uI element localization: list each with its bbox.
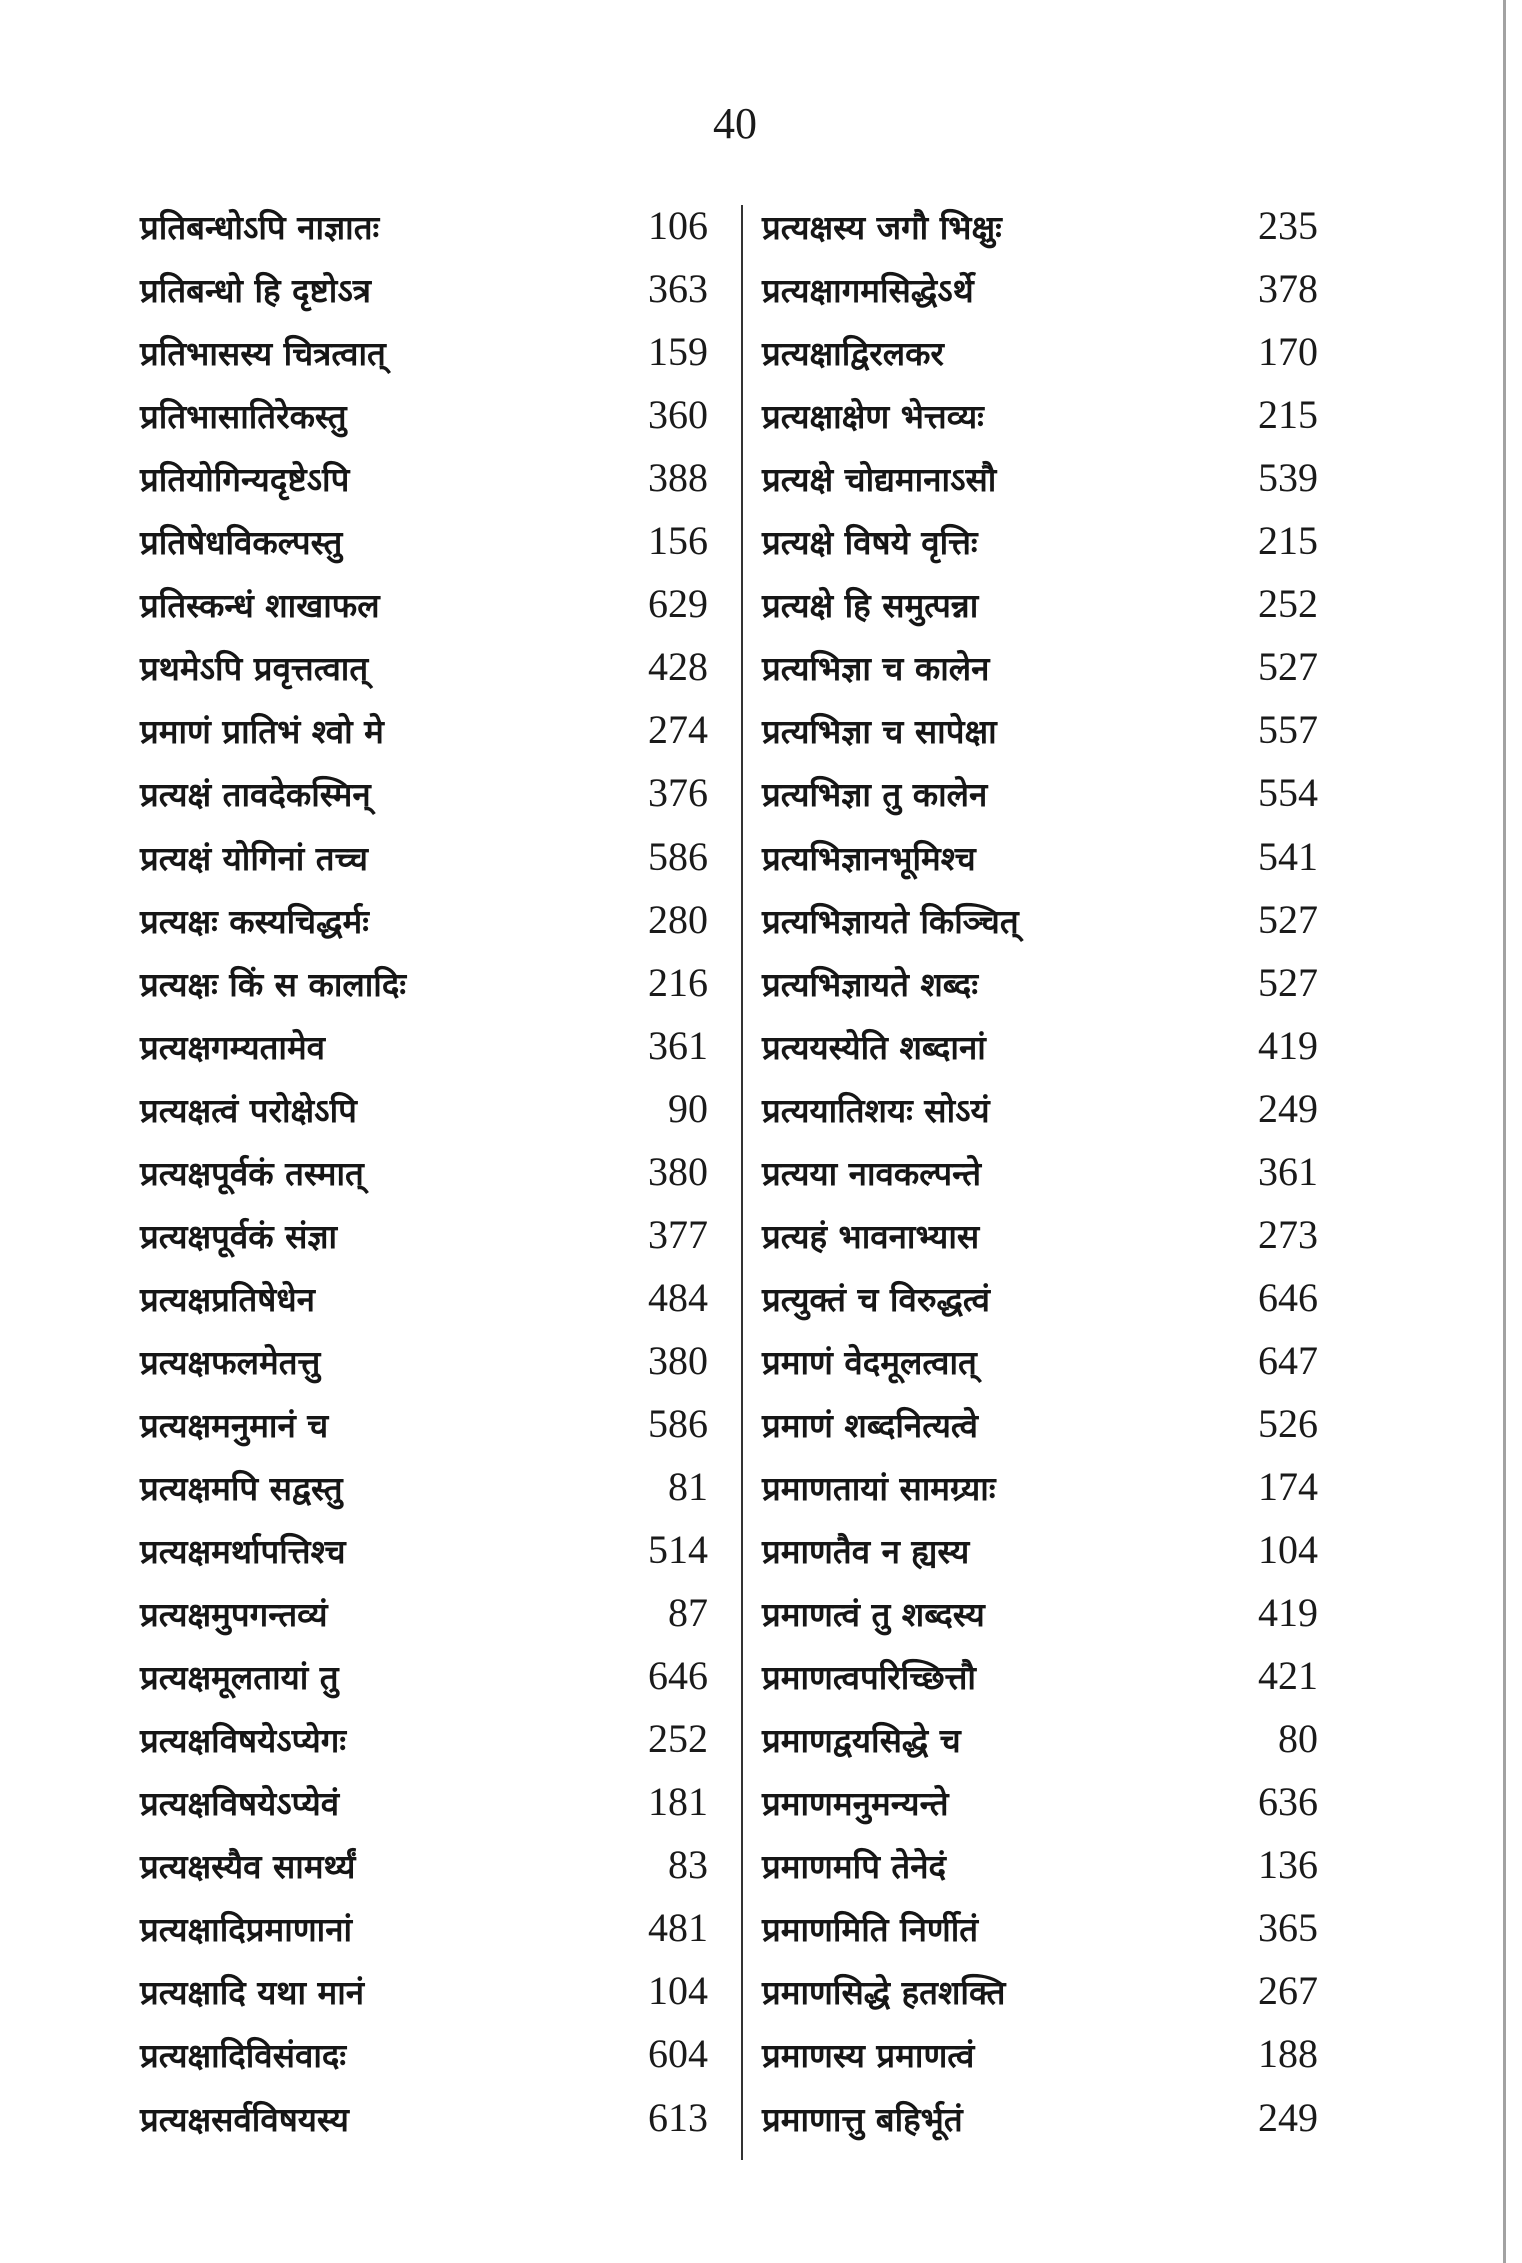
- verse-text: प्रत्यक्षं योगिनां तच्च: [140, 838, 369, 878]
- index-entry: [742, 2088, 1482, 2151]
- verse-text: प्रत्यक्षविषयेऽप्येवं: [140, 1784, 340, 1824]
- verse-text: प्रत्यक्षमपि सद्वस्तु: [140, 1469, 343, 1508]
- verse-number: 81: [668, 1464, 708, 1509]
- verse-number: 104: [648, 1968, 708, 2014]
- index-entry: [742, 385, 1482, 448]
- index-entry: [0, 1898, 730, 1961]
- verse-number: 252: [1258, 581, 1318, 627]
- page-edge-shadow: [1503, 0, 1506, 2263]
- verse-number: 273: [1258, 1211, 1318, 1257]
- verse-number: 527: [1258, 896, 1318, 942]
- index-entry: [0, 1268, 730, 1331]
- index-entry: [742, 637, 1482, 700]
- index-entry: [0, 1646, 730, 1709]
- verse-text: प्रतिबन्धो हि दृष्टोऽत्र: [140, 271, 371, 311]
- verse-text: प्रत्यक्षस्यैव सामर्थ्यं: [140, 1847, 356, 1887]
- verse-number: 80: [1278, 1716, 1318, 1762]
- index-entry: [0, 1457, 730, 1520]
- index-entry: [0, 511, 730, 574]
- verse-number: 280: [648, 896, 708, 942]
- verse-number: 156: [648, 518, 708, 564]
- verse-text: प्रत्यया नावकल्पन्ते: [762, 1153, 982, 1193]
- verse-number: 484: [648, 1274, 708, 1320]
- verse-text: प्रतियोगिन्यदृष्टेऽपि: [140, 460, 350, 500]
- index-entry: [742, 511, 1482, 574]
- index-entry: [0, 1520, 730, 1583]
- verse-text: प्रत्यक्षत्वं परोक्षेऽपि: [140, 1090, 357, 1130]
- index-entry: [742, 700, 1482, 763]
- verse-number: 380: [648, 1148, 708, 1194]
- verse-number: 361: [648, 1022, 708, 1068]
- index-entry: [742, 1457, 1482, 1520]
- verse-text: प्रत्यभिज्ञायते शब्दः: [762, 964, 978, 1004]
- verse-text: प्रत्यक्षागमसिद्धेऽर्थे: [762, 271, 974, 311]
- page-number: 40: [713, 99, 757, 148]
- index-entry: [0, 827, 730, 890]
- index-entry: [0, 700, 730, 763]
- verse-text: प्रत्यभिज्ञा च कालेन: [762, 649, 990, 689]
- verse-number: 249: [1258, 2094, 1318, 2140]
- verse-number: 159: [648, 329, 708, 375]
- verse-number: 365: [1258, 1905, 1318, 1951]
- verse-text: प्रत्यक्षे चोद्यमानाऽसौ: [762, 460, 997, 500]
- verse-text: प्रमाणतैव न ह्यस्य: [762, 1532, 970, 1572]
- verse-text: प्रमाणं प्रातिभं श्वो मे: [140, 712, 384, 752]
- verse-text: प्रत्यक्षाद्विरलकर: [762, 334, 944, 374]
- verse-number: 421: [1258, 1653, 1318, 1699]
- verse-number: 380: [648, 1337, 708, 1383]
- index-entry: [0, 1142, 730, 1205]
- verse-text: प्रमाणद्वयसिद्धे च: [762, 1721, 961, 1761]
- verse-number: 90: [668, 1085, 708, 1131]
- verse-text: प्रत्यक्षमनुमानं च: [140, 1405, 329, 1445]
- verse-number: 377: [648, 1211, 708, 1257]
- index-entry: [0, 196, 730, 259]
- index-entry: [742, 1016, 1482, 1079]
- verse-number: 481: [648, 1905, 708, 1951]
- verse-text: प्रत्यक्षसर्वविषयस्य: [140, 2099, 349, 2139]
- index-entry: [742, 1961, 1482, 2024]
- verse-number: 527: [1258, 644, 1318, 690]
- verse-number: 361: [1258, 1148, 1318, 1194]
- index-entry: [742, 890, 1482, 953]
- verse-text: प्रत्यभिज्ञा च सापेक्षा: [762, 712, 997, 752]
- verse-text: प्रत्यक्षपूर्वकं संज्ञा: [140, 1216, 338, 1256]
- verse-number: 586: [648, 1400, 708, 1446]
- verse-text: प्रमाणस्य प्रमाणत्वं: [762, 2036, 975, 2076]
- index-entry: [0, 1079, 730, 1142]
- verse-text: प्रत्ययातिशयः सोऽयं: [762, 1090, 990, 1130]
- index-entry: [742, 1268, 1482, 1331]
- verse-text: प्रमाणतायां सामग्र्याः: [762, 1469, 996, 1508]
- verse-text: प्रत्यक्षादि यथा मानं: [140, 1973, 365, 2013]
- verse-number: 541: [1258, 833, 1318, 879]
- verse-text: प्रतिषेधविकल्पस्तु: [140, 523, 343, 563]
- index-entry: [742, 1394, 1482, 1457]
- index-entry: [0, 574, 730, 637]
- verse-text: प्रमाणात्तु बहिर्भूतं: [762, 2099, 963, 2139]
- verse-text: प्रतिस्कन्धं शाखाफल: [140, 586, 380, 626]
- verse-number: 586: [648, 833, 708, 879]
- verse-number: 419: [1258, 1022, 1318, 1068]
- index-entry: [0, 1331, 730, 1394]
- index-entry: [0, 259, 730, 322]
- verse-number: 363: [648, 266, 708, 312]
- index-entry: [742, 196, 1482, 259]
- verse-text: प्रत्यक्षमुपगन्तव्यं: [140, 1595, 328, 1635]
- index-entry: [0, 1394, 730, 1457]
- index-entry: [0, 763, 730, 826]
- index-entry: [742, 1079, 1482, 1142]
- verse-number: 215: [1258, 518, 1318, 564]
- verse-number: 646: [1258, 1274, 1318, 1320]
- index-entry: [742, 322, 1482, 385]
- index-entry: [742, 953, 1482, 1016]
- index-entry: [742, 1835, 1482, 1898]
- index-entry: [0, 2088, 730, 2151]
- verse-number: 174: [1258, 1464, 1318, 1509]
- verse-number: 106: [648, 203, 708, 248]
- verse-number: 428: [648, 644, 708, 690]
- index-entry: [742, 1142, 1482, 1205]
- index-entry: [0, 1961, 730, 2024]
- index-entry: [742, 1772, 1482, 1835]
- verse-text: प्रत्यक्षे हि समुत्पन्ना: [762, 586, 979, 626]
- index-entry: [742, 1898, 1482, 1961]
- index-entry: [742, 763, 1482, 826]
- verse-number: 274: [648, 707, 708, 753]
- verse-text: प्रतिभासस्य चित्रत्वात्: [140, 334, 386, 374]
- index-entry: [742, 448, 1482, 511]
- index-entry: [0, 1709, 730, 1772]
- index-entry: [742, 1583, 1482, 1646]
- index-entry: [742, 259, 1482, 322]
- verse-number: 188: [1258, 2031, 1318, 2077]
- verse-number: 554: [1258, 770, 1318, 816]
- verse-text: प्रत्यक्षपूर्वकं तस्मात्: [140, 1153, 364, 1193]
- index-entry: [0, 890, 730, 953]
- verse-text: प्रत्यक्षगम्यतामेव: [140, 1027, 326, 1067]
- index-entry: [0, 953, 730, 1016]
- verse-number: 216: [648, 959, 708, 1005]
- index-entry: [0, 1835, 730, 1898]
- index-entry: [0, 448, 730, 511]
- index-entry: [0, 1205, 730, 1268]
- verse-number: 181: [648, 1779, 708, 1825]
- index-entry: [0, 1772, 730, 1835]
- index-entry: [0, 2024, 730, 2087]
- verse-number: 104: [1258, 1527, 1318, 1573]
- verse-text: प्रत्यक्षस्य जगौ भिक्षुः: [762, 208, 1002, 247]
- verse-text: प्रथमेऽपि प्रवृत्तत्वात्: [140, 649, 369, 689]
- verse-text: प्रत्यक्षादिविसंवादः: [140, 2036, 347, 2076]
- verse-number: 526: [1258, 1400, 1318, 1446]
- verse-text: प्रतिभासातिरेकस्तु: [140, 397, 347, 437]
- index-entry: [0, 385, 730, 448]
- verse-text: प्रमाणत्वपरिच्छित्तौ: [762, 1658, 976, 1698]
- verse-text: प्रत्यक्षफलमेतत्तु: [140, 1342, 321, 1382]
- verse-number: 170: [1258, 329, 1318, 375]
- verse-text: प्रमाणं शब्दनित्यत्वे: [762, 1405, 979, 1445]
- verse-number: 514: [648, 1527, 708, 1573]
- verse-text: प्रत्यक्षाक्षेण भेत्तव्यः: [762, 397, 984, 437]
- verse-text: प्रत्यक्षं तावदेकस्मिन्: [140, 775, 371, 815]
- verse-number: 646: [648, 1653, 708, 1699]
- verse-number: 527: [1258, 959, 1318, 1005]
- verse-number: 249: [1258, 1085, 1318, 1131]
- verse-number: 360: [648, 392, 708, 438]
- index-entry: [742, 1709, 1482, 1772]
- verse-number: 419: [1258, 1590, 1318, 1636]
- verse-text: प्रत्यक्षे विषये वृत्तिः: [762, 523, 978, 563]
- verse-number: 539: [1258, 455, 1318, 501]
- verse-number: 252: [648, 1716, 708, 1762]
- verse-text: प्रत्यक्षादिप्रमाणानां: [140, 1910, 353, 1950]
- verse-text: प्रत्ययस्येति शब्दानां: [762, 1027, 986, 1067]
- index-entry: [0, 1016, 730, 1079]
- verse-number: 376: [648, 770, 708, 816]
- index-entry: [742, 2024, 1482, 2087]
- verse-number: 235: [1258, 203, 1318, 248]
- index-entry: [742, 827, 1482, 890]
- verse-text: प्रत्यक्षप्रतिषेधेन: [140, 1279, 315, 1319]
- verse-text: प्रमाणं वेदमूलत्वात्: [762, 1342, 977, 1382]
- verse-text: प्रत्यक्षः कस्यचिद्धर्मः: [140, 901, 369, 941]
- verse-text: प्रमाणमनुमन्यन्ते: [762, 1784, 949, 1824]
- verse-number: 83: [668, 1842, 708, 1888]
- index-entry: [0, 637, 730, 700]
- index-entry: [742, 1646, 1482, 1709]
- verse-number: 136: [1258, 1842, 1318, 1888]
- verse-text: प्रत्यभिज्ञानभूमिश्च: [762, 838, 976, 878]
- index-entry: [742, 1331, 1482, 1394]
- verse-text: प्रत्यभिज्ञायते किञ्चित्: [762, 901, 1019, 941]
- verse-number: 636: [1258, 1779, 1318, 1825]
- verse-number: 215: [1258, 392, 1318, 438]
- verse-text: प्रमाणमिति निर्णीतं: [762, 1910, 979, 1950]
- verse-number: 604: [648, 2031, 708, 2077]
- verse-text: प्रत्यक्षमर्थापत्तिश्च: [140, 1532, 346, 1572]
- verse-text: प्रत्युक्तं च विरुद्धत्वं: [762, 1279, 991, 1319]
- verse-text: प्रतिबन्धोऽपि नाज्ञातः: [140, 208, 380, 247]
- verse-number: 388: [648, 455, 708, 501]
- verse-number: 267: [1258, 1968, 1318, 2014]
- index-entry: [742, 1520, 1482, 1583]
- verse-number: 557: [1258, 707, 1318, 753]
- verse-text: प्रमाणसिद्धे हतशक्ति: [762, 1973, 1006, 2013]
- verse-text: प्रत्यहं भावनाभ्यास: [762, 1216, 980, 1256]
- verse-text: प्रमाणत्वं तु शब्दस्य: [762, 1595, 985, 1635]
- verse-text: प्रत्यक्षः किं स कालादिः: [140, 964, 407, 1004]
- verse-number: 378: [1258, 266, 1318, 312]
- index-entry: [0, 322, 730, 385]
- verse-text: प्रत्यभिज्ञा तु कालेन: [762, 775, 988, 815]
- verse-number: 87: [668, 1590, 708, 1636]
- verse-text: प्रत्यक्षमूलतायां तु: [140, 1658, 339, 1698]
- index-entry: [0, 1583, 730, 1646]
- verse-number: 613: [648, 2094, 708, 2140]
- index-entry: [742, 574, 1482, 637]
- verse-number: 647: [1258, 1337, 1318, 1383]
- verse-text: प्रत्यक्षविषयेऽप्येगः: [140, 1721, 346, 1761]
- verse-number: 629: [648, 581, 708, 627]
- index-entry: [742, 1205, 1482, 1268]
- verse-text: प्रमाणमपि तेनेदं: [762, 1847, 947, 1887]
